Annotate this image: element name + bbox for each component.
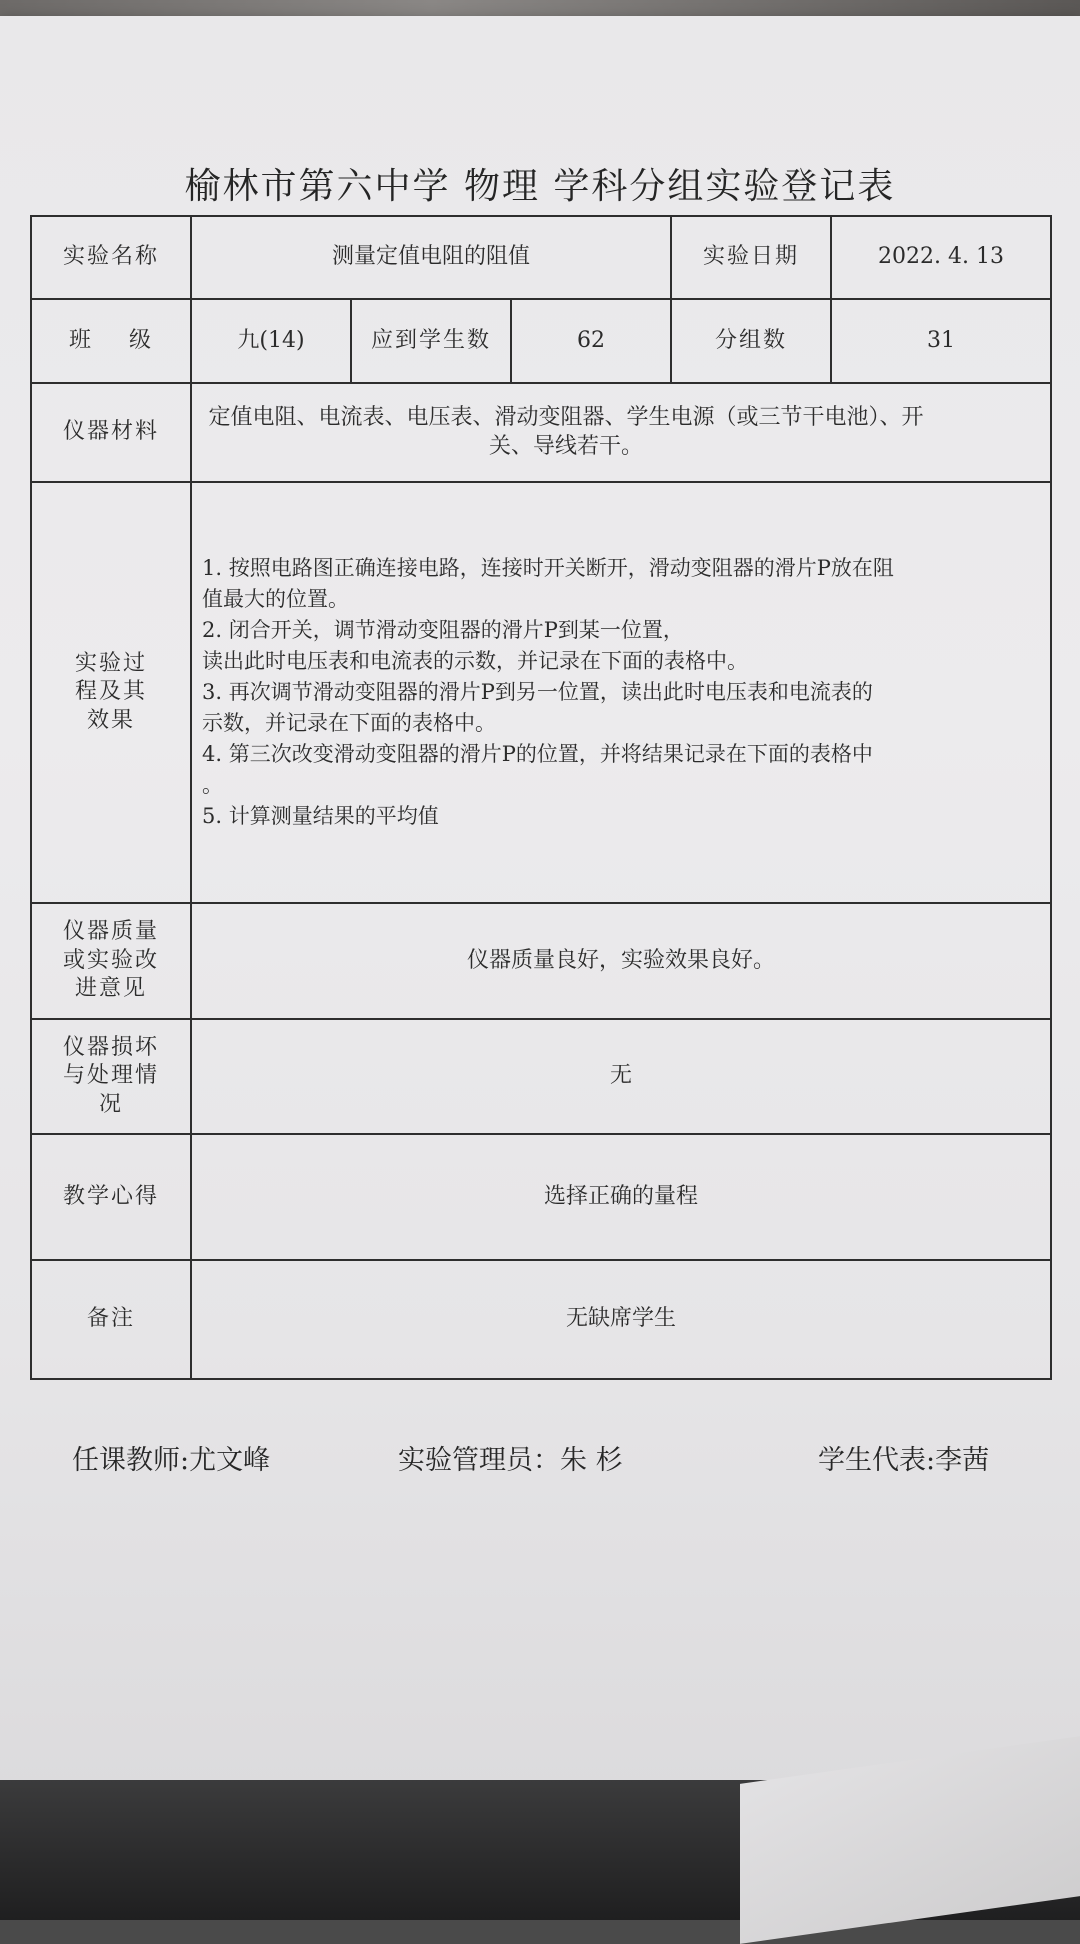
remarks-label: 备注 xyxy=(31,1260,191,1379)
table-row xyxy=(31,216,1051,299)
form-title: 榆林市第六中学 物理 学科分组实验登记表 xyxy=(184,166,896,207)
process-line: 值最大的位置。 xyxy=(202,587,349,612)
damage-value: 无 xyxy=(191,1019,1051,1135)
process-label: 实验过程及其效果 xyxy=(31,482,191,903)
table-row xyxy=(31,1134,1051,1260)
table-row xyxy=(31,1260,1051,1379)
lab-admin-signature: 实验管理员：朱 杉 xyxy=(398,1445,623,1476)
teacher-signature: 任课教师:尤文峰 xyxy=(72,1445,271,1476)
process-line: 读出此时电压表和电流表的示数，并记录在下面的表格中。 xyxy=(202,649,748,674)
table-row xyxy=(31,1019,1051,1135)
materials-label: 仪器材料 xyxy=(31,383,191,482)
class-value: 九(14) xyxy=(191,299,351,384)
experiment-date-value: 2022. 4. 13 xyxy=(831,216,1051,299)
table-row xyxy=(31,299,1051,384)
process-line: 1. 按照电路图正确连接电路，连接时开关断开，滑动变阻器的滑片P放在阻 xyxy=(202,556,894,581)
student-representative-signature: 学生代表:李茜 xyxy=(818,1445,990,1476)
process-line: 。 xyxy=(202,773,223,798)
expected-students-label: 应到学生数 xyxy=(351,299,511,384)
experiment-date-label: 实验日期 xyxy=(671,216,831,299)
groups-value: 31 xyxy=(831,299,1051,384)
registration-table xyxy=(30,215,1052,1380)
process-line: 5. 计算测量结果的平均值 xyxy=(202,804,439,829)
remarks-value: 无缺席学生 xyxy=(191,1260,1051,1379)
process-value xyxy=(191,482,1051,903)
process-line: 2. 闭合开关，调节滑动变阻器的滑片P到某一位置， xyxy=(202,618,684,643)
signature-line xyxy=(0,1438,1080,1478)
teaching-insight-label: 教学心得 xyxy=(31,1134,191,1260)
process-line: 示数，并记录在下面的表格中。 xyxy=(202,711,496,736)
table-row xyxy=(31,903,1051,1019)
quality-value: 仪器质量良好，实验效果良好。 xyxy=(191,903,1051,1019)
quality-label: 仪器质量或实验改进意见 xyxy=(31,903,191,1019)
damage-label: 仪器损坏与处理情况 xyxy=(31,1019,191,1135)
process-line: 3. 再次调节滑动变阻器的滑片P到另一位置，读出此时电压表和电流表的 xyxy=(202,680,873,705)
groups-label: 分组数 xyxy=(671,299,831,384)
experiment-name-value: 测量定值电阻的阻值 xyxy=(191,216,671,299)
expected-students-value: 62 xyxy=(511,299,671,384)
class-label: 班 级 xyxy=(31,299,191,384)
table-row xyxy=(31,482,1051,903)
materials-value: 定值电阻、电流表、电压表、滑动变阻器、学生电源（或三节干电池）、开关、导线若干。 xyxy=(191,383,1051,482)
experiment-name-label: 实验名称 xyxy=(31,216,191,299)
table-row xyxy=(31,383,1051,482)
process-line: 4. 第三次改变滑动变阻器的滑片P的位置，并将结果记录在下面的表格中 xyxy=(202,742,873,767)
teaching-insight-value: 选择正确的量程 xyxy=(191,1134,1051,1260)
